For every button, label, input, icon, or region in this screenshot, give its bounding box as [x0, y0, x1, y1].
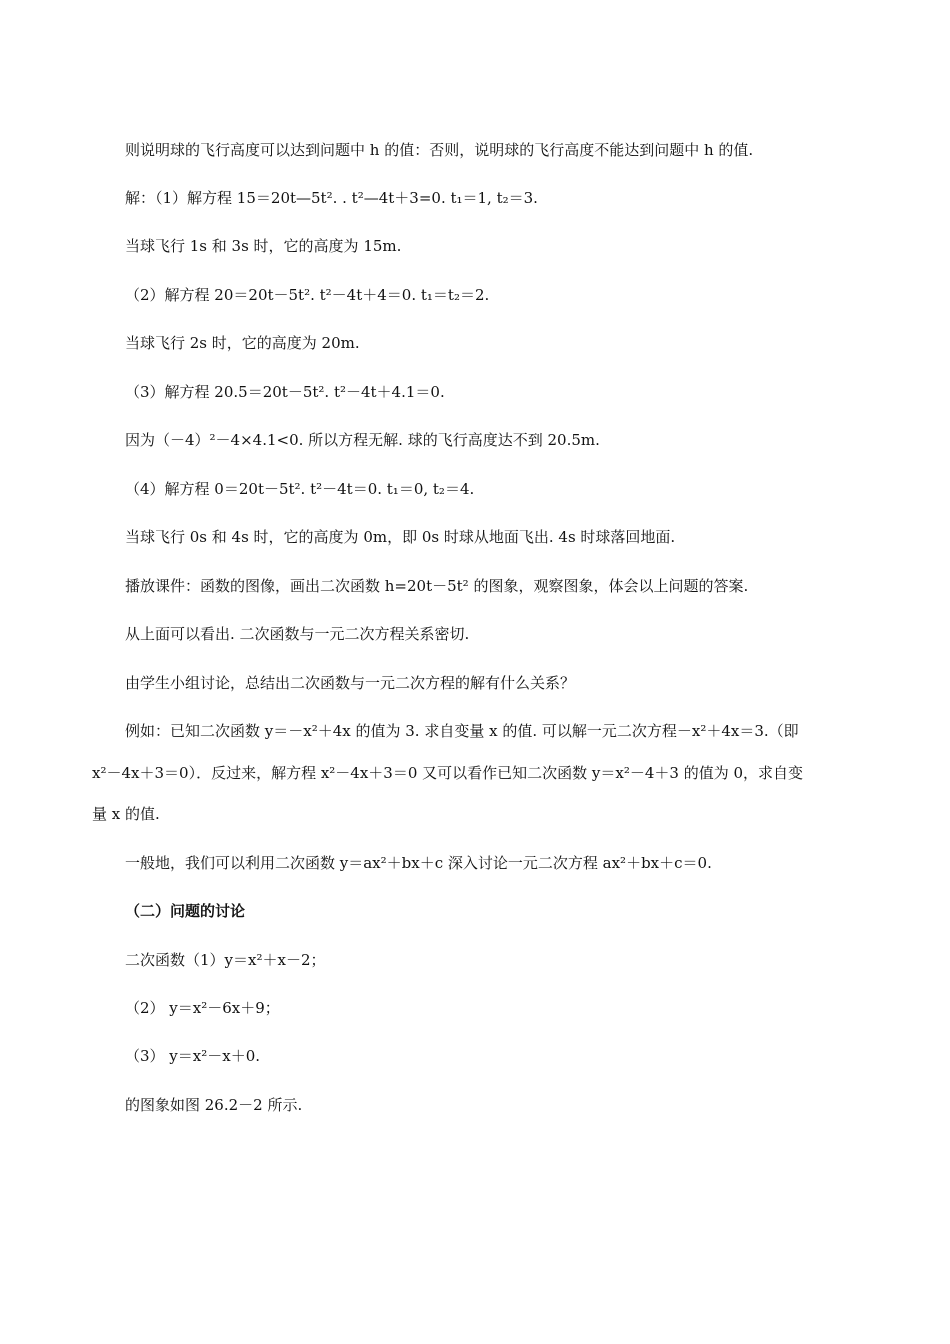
function-3: （3） y＝x²－x＋0.	[125, 1047, 261, 1065]
section-heading: （二）问题的讨论	[125, 902, 246, 920]
solution-1-equation: 解：（1）解方程 15＝20t—5t². . t²—4t＋3=0. t₁＝1, t₂＝3.	[125, 189, 538, 207]
solution-2-equation: （2）解方程 20＝20t－5t². t²－4t＋4＝0. t₁＝t₂＝2.	[125, 286, 490, 304]
general-statement: 一般地，我们可以利用二次函数 y＝ax²＋bx＋c 深入讨论一元二次方程 ax²＋bx＋c＝0.	[125, 854, 712, 872]
example-paragraph-line-2: x²－4x＋3＝0）．反过来，解方程 x²－4x＋3＝0 又可以看作已知二次函数 y＝x²－4＋3 的值为 0，求自变	[92, 764, 804, 782]
solution-3-result: 因为（－4）²－4×4.1<0. 所以方程无解. 球的飞行高度达不到 20.5m.	[125, 431, 600, 449]
solution-4-equation: （4）解方程 0＝20t－5t². t²－4t＝0. t₁＝0, t₂＝4.	[125, 480, 475, 498]
relation-note: 从上面可以看出. 二次函数与一元二次方程关系密切.	[125, 625, 470, 643]
group-discussion-prompt: 由学生小组讨论，总结出二次函数与一元二次方程的解有什么关系？	[125, 674, 576, 692]
figure-reference: 的图象如图 26.2－2 所示.	[125, 1096, 303, 1114]
solution-4-result: 当球飞行 0s 和 4s 时，它的高度为 0m，即 0s 时球从地面飞出. 4s 时球落回地面.	[125, 528, 676, 546]
function-1: 二次函数（1）y＝x²＋x－2；	[125, 951, 326, 969]
solution-3-equation: （3）解方程 20.5＝20t－5t². t²－4t＋4.1＝0.	[125, 383, 445, 401]
solution-2-result: 当球飞行 2s 时，它的高度为 20m.	[125, 334, 360, 352]
example-paragraph-line-1: 例如：已知二次函数 y＝－x²＋4x 的值为 3. 求自变量 x 的值. 可以解一元二次方程－x²＋4x＝3.（即	[125, 722, 799, 740]
example-paragraph-line-3: 量 x 的值.	[92, 805, 160, 823]
function-2: （2） y＝x²－6x＋9；	[125, 999, 280, 1017]
solution-1-result: 当球飞行 1s 和 3s 时，它的高度为 15m.	[125, 237, 402, 255]
paragraph-condition: 则说明球的飞行高度可以达到问题中 h 的值：否则，说明球的飞行高度不能达到问题中 h 的值.	[125, 141, 754, 159]
courseware-note: 播放课件：函数的图像，画出二次函数 h=20t－5t² 的图象，观察图象，体会以上问题的答案.	[125, 577, 749, 595]
